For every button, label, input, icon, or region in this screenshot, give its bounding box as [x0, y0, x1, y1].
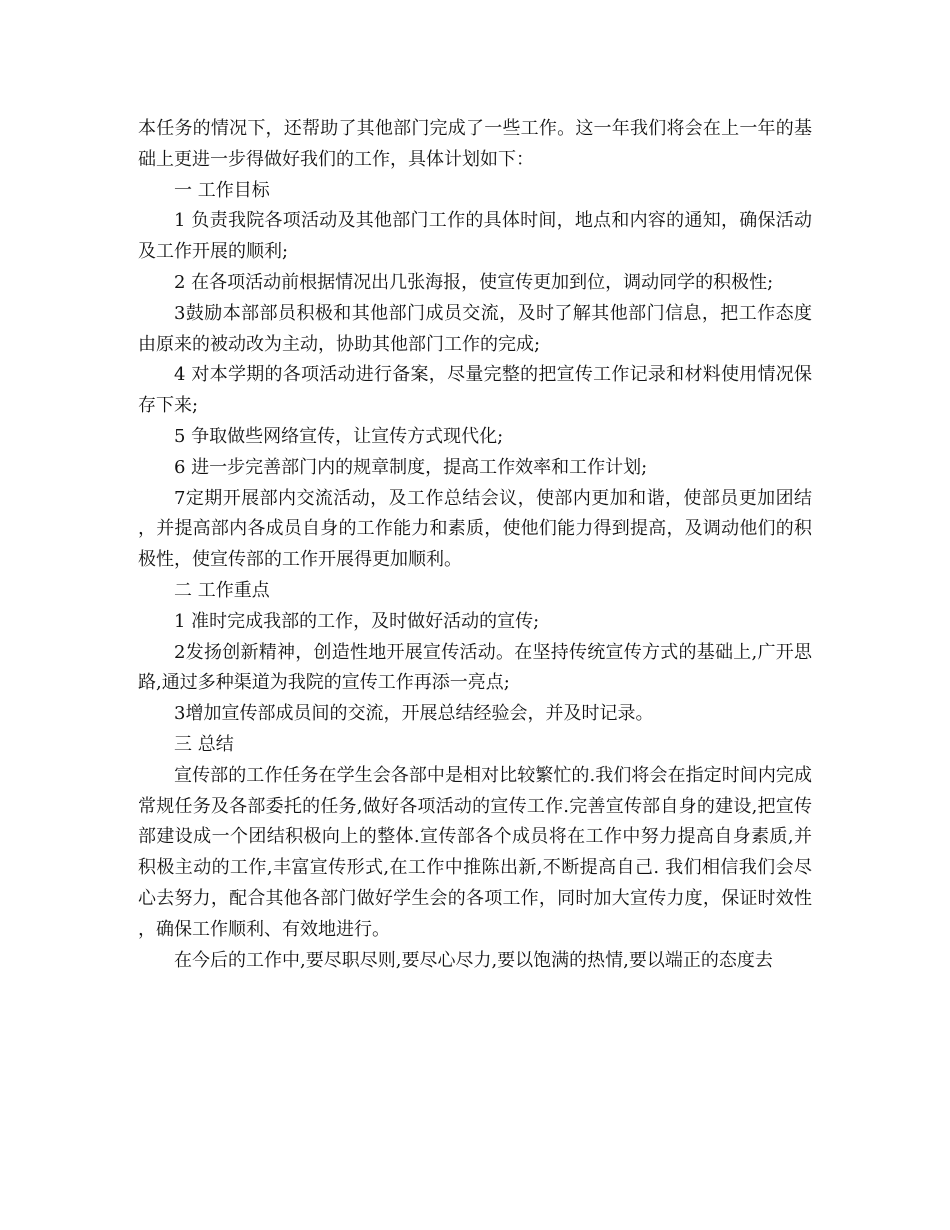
goal-item-7: 7定期开展部内交流活动，及工作总结会议，使部内更加和谐，使部员更加团结，并提高部内各成员自身的工作能力和素质，使他们能力得到提高，及调动他们的积极性，使宣传部的工作开展得更加顺利。 [138, 487, 812, 571]
paragraph-intro-continued: 本任务的情况下，还帮助了其他部门完成了一些工作。这一年我们将会在上一年的基础上更进一步得做好我们的工作，具体计划如下： [138, 118, 812, 170]
goal-item-2: 2 在各项活动前根据情况出几张海报，使宣传更加到位，调动同学的积极性; [174, 271, 774, 293]
closing-paragraph: 在今后的工作中,要尽职尽则,要尽心尽力,要以饱满的热情,要以端正的态度去 [174, 949, 773, 971]
summary-paragraph: 宣传部的工作任务在学生会各部中是相对比较繁忙的.我们将会在指定时间内完成常规任务及各部委托的任务,做好各项活动的宣传工作.完善宣传部自身的建设,把宣传部建设成一个团结积极向上的整体.宣传部各个成员将在工作中努力提高自身素质,并积极主动的工作,丰富宣传形式,在工作中推陈出新,不断提高自己. 我们相信我们会尽心去努力，配合其他各部门做好学生会的各项工作，同时加大宣传力度，保证时效性，确保工作顺利、有效地进行。 [138, 764, 812, 940]
focus-item-1: 1 准时完成我部的工作，及时做好活动的宣传; [174, 610, 540, 632]
goal-item-5: 5 争取做些网络宣传，让宣传方式现代化; [174, 425, 504, 447]
document-body [138, 114, 812, 976]
section-heading-summary: 三 总结 [174, 733, 234, 755]
focus-item-3: 3增加宣传部成员间的交流，开展总结经验会，并及时记录。 [174, 703, 654, 725]
goal-item-1: 1 负责我院各项活动及其他部门工作的具体时间，地点和内容的通知，确保活动及工作开展的顺利; [138, 210, 812, 263]
goal-item-6: 6 进一步完善部门内的规章制度，提高工作效率和工作计划; [174, 456, 648, 478]
focus-item-2: 2发扬创新精神，创造性地开展宣传活动。在坚持传统宣传方式的基础上,广开思路,通过多种渠道为我院的宣传工作再添一亮点; [138, 641, 812, 694]
section-heading-goals: 一 工作目标 [174, 179, 270, 201]
goal-item-3: 3鼓励本部部员积极和其他部门成员交流，及时了解其他部门信息，把工作态度由原来的被动改为主动，协助其他部门工作的完成; [138, 302, 812, 355]
goal-item-4: 4 对本学期的各项活动进行备案，尽量完整的把宣传工作记录和材料使用情况保存下来; [138, 364, 812, 417]
section-heading-focus: 二 工作重点 [174, 579, 270, 601]
